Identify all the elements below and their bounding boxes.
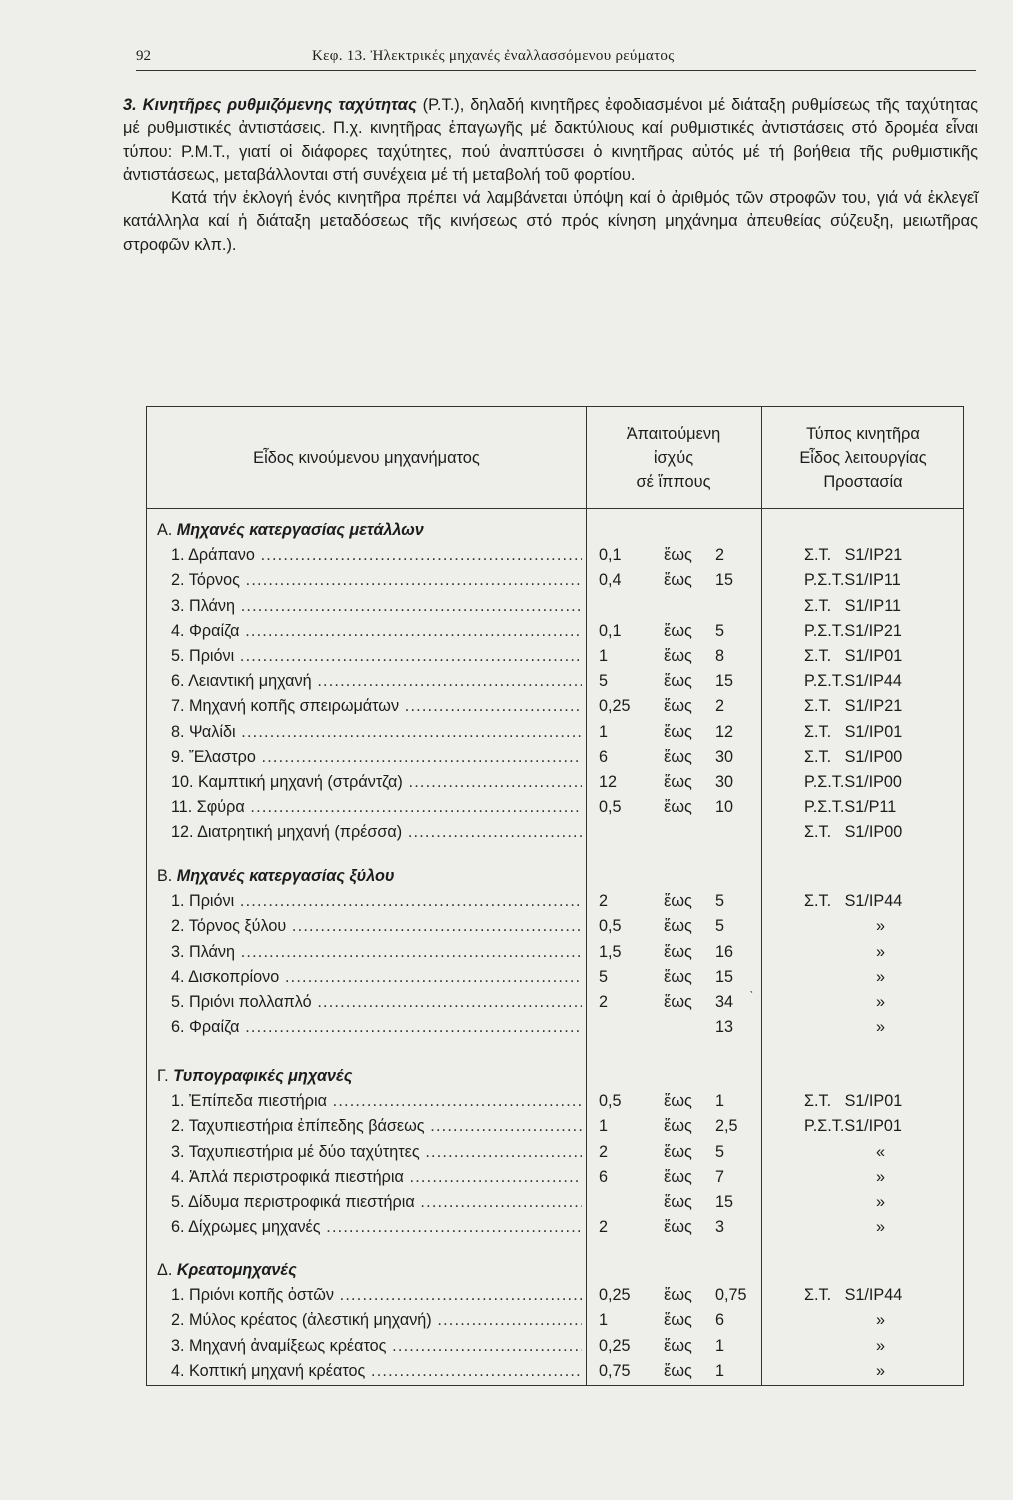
table-row — [147, 990, 965, 1015]
table-row — [147, 1334, 965, 1359]
header-divider — [147, 508, 963, 509]
motor-type: » — [804, 942, 885, 961]
power-from: 0,25 — [599, 1336, 631, 1355]
table-header-power — [586, 407, 761, 508]
power-separator: ἕως — [664, 942, 692, 961]
power-to: 12 — [715, 722, 734, 741]
power-from: 6 — [599, 747, 609, 766]
motor-type: » — [804, 1336, 885, 1355]
power-to: 6 — [715, 1311, 725, 1330]
machine-name: 5. Δίδυμα περιστροφικά πιεστήρια ..... — [171, 1190, 582, 1215]
motor-type: Σ.Τ. S1/IP44 — [804, 1286, 903, 1305]
table-row — [147, 1114, 965, 1139]
power-separator: ἕως — [664, 672, 692, 691]
table-row — [147, 543, 965, 568]
table-row — [147, 644, 965, 669]
table-row — [147, 820, 965, 845]
table-row — [147, 694, 965, 719]
machine-name: 6. Λειαντική μηχανή ..... — [171, 669, 582, 694]
paragraph-1-text: (Ρ.Τ.), δηλαδή κινητῆρες ἐφοδιασμένοι μέ διάταξη ρυθμίσεως τῆς ταχύτητας μέ ρυθμιστικές ἀντιστάσεις. Π.χ. κινητῆρας ἐπαγωγῆς μέ δακτύλιους καί ρυθμιστικές ἀντιστάσεις στό δρομέα εἶναι τύπου: Ρ.Μ.Τ., γιατί οἱ διάφορες ταχύτητες, πού ἀναπτύσσει ὁ κινητῆρας αὐτός μέ τή βοήθεια τῆς ρυθμιστικῆς ἀντιστάσεως, μεταβάλλονται στή συνέχεια μέ τή μεταβολή τοῦ φορτίου. — [123, 96, 978, 184]
table-row — [147, 1308, 965, 1333]
section-name: Τυπογραφικές μηχανές — [173, 1067, 353, 1085]
power-to: 2,5 — [715, 1117, 738, 1136]
motor-type: Σ.Τ. S1/IP01 — [804, 722, 903, 741]
motor-type: Ρ.Σ.Τ.S1/IP00 — [804, 773, 902, 791]
machine-name: 2. Τόρνος ξύλου ..... — [171, 914, 582, 939]
power-separator: ἕως — [664, 1193, 692, 1211]
machine-name: 2. Ταχυπιεστήρια ἐπίπεδης βάσεως ..... — [171, 1114, 582, 1139]
machine-name: 4. Ἁπλά περιστροφικά πιεστήρια ..... — [171, 1165, 582, 1190]
machines-table — [146, 406, 964, 1386]
machine-name: 7. Μηχανή κοπῆς σπειρωμάτων ..... — [171, 694, 582, 719]
table-row — [147, 568, 965, 593]
paragraph-1 — [123, 94, 978, 187]
power-to: 10 — [715, 798, 734, 817]
machine-name: 1. Δράπανο ..... — [171, 543, 582, 568]
table-header-motor — [761, 407, 965, 508]
paragraph-2 — [123, 187, 978, 257]
machine-name: 5. Πριόνι πολλαπλό ..... — [171, 990, 582, 1015]
power-to: 1 — [715, 1092, 725, 1111]
motor-type: Σ.Τ. S1/IP44 — [804, 892, 903, 911]
machine-name: 10. Καμπτική μηχανή (στράντζα) ..... — [171, 770, 582, 795]
power-from: 1 — [599, 1117, 609, 1136]
power-separator: ἕως — [664, 1286, 692, 1305]
motor-type: Σ.Τ. S1/IP00 — [804, 747, 903, 766]
power-from: 5 — [599, 967, 609, 986]
motor-type: » — [804, 1167, 885, 1186]
table-row — [147, 1015, 965, 1040]
table-row — [147, 770, 965, 795]
table-header-power-line: σέ ἵππους — [636, 472, 711, 491]
table-row — [147, 1359, 965, 1384]
machine-name: 5. Πριόνι ..... — [171, 644, 582, 669]
section-heading — [147, 1258, 965, 1283]
power-separator: ἕως — [664, 571, 692, 590]
motor-type: « — [804, 1142, 885, 1161]
power-from: 1 — [599, 1311, 609, 1330]
power-from: 1 — [599, 722, 609, 741]
power-to: 16 — [715, 942, 734, 961]
section-letter: Δ. — [157, 1261, 173, 1279]
paragraph-1-lead: 3. Κινητῆρες ρυθμιζόμενης ταχύτητας — [123, 96, 417, 114]
power-separator: ἕως — [664, 993, 692, 1011]
table-header-machine-label: Εἶδος κινούμενου μηχανήματος — [253, 448, 480, 467]
table-row — [147, 940, 965, 965]
motor-type: Σ.Τ. S1/IP21 — [804, 546, 903, 565]
motor-type: Σ.Τ. S1/IP11 — [804, 596, 901, 615]
power-from: 0,5 — [599, 1092, 622, 1111]
section-letter: Γ. — [157, 1067, 169, 1085]
table-row — [147, 1190, 965, 1215]
power-from: 2 — [599, 993, 609, 1011]
motor-type: » — [804, 1361, 885, 1380]
power-to: 13 — [715, 1018, 734, 1037]
motor-type: Ρ.Σ.Τ.S1/IP21 — [804, 621, 902, 640]
power-to: 7 — [715, 1167, 725, 1186]
machine-name: 12. Διατρητική μηχανή (πρέσσα) ..... — [171, 820, 582, 845]
machine-name: 3. Μηχανή ἀναμίξεως κρέατος ..... — [171, 1334, 582, 1359]
power-separator: ἕως — [664, 747, 692, 766]
power-to: 15 — [715, 672, 734, 691]
power-from: 2 — [599, 892, 609, 911]
power-to: 5 — [715, 1142, 725, 1161]
power-separator: ἕως — [664, 647, 692, 665]
table-row — [147, 1215, 965, 1240]
table-row — [147, 619, 965, 644]
power-separator: ἕως — [664, 546, 692, 565]
power-separator: ἕως — [664, 917, 692, 936]
table-row — [147, 914, 965, 939]
power-from: 0,4 — [599, 571, 622, 590]
power-from: 2 — [599, 1218, 609, 1237]
power-from: 5 — [599, 672, 609, 691]
section-title — [157, 1258, 297, 1283]
motor-type: Σ.Τ. S1/IP00 — [804, 823, 903, 842]
section-name: Μηχανές κατεργασίας μετάλλων — [176, 521, 424, 539]
power-to: 5 — [715, 892, 725, 911]
power-to: 0,75 — [715, 1286, 747, 1305]
table-row — [147, 965, 965, 990]
power-to: 30 — [715, 773, 734, 791]
machine-name: 9. Ἔλαστρο ..... — [171, 745, 582, 770]
power-to: 8 — [715, 647, 725, 665]
machine-name: 1. Πριόνι ..... — [171, 889, 582, 914]
running-title: Κεφ. 13. Ἠλεκτρικές μηχανές ἐναλλασσόμενου ρεύματος — [312, 48, 675, 64]
power-from: 2 — [599, 1142, 609, 1161]
machine-name: 4. Κοπτική μηχανή κρέατος ..... — [171, 1359, 582, 1384]
machine-name: 6. Δίχρωμες μηχανές ..... — [171, 1215, 582, 1240]
motor-type: Ρ.Σ.Τ.S1/IP01 — [804, 1117, 902, 1136]
motor-type: Ρ.Σ.Τ.S1/IP11 — [804, 571, 901, 590]
machine-name: 8. Ψαλίδι ..... — [171, 720, 582, 745]
power-to: 2 — [715, 546, 725, 565]
motor-type: Σ.Τ. S1/IP01 — [804, 1092, 903, 1111]
motor-type: Σ.Τ. S1/IP01 — [804, 647, 903, 665]
machine-name: 3. Πλάνη ..... — [171, 594, 582, 619]
table-header-motor-line: Τύπος κινητῆρα — [806, 424, 920, 443]
power-separator: ἕως — [664, 1167, 692, 1186]
power-separator: ἕως — [664, 1311, 692, 1330]
power-separator: ἕως — [664, 892, 692, 911]
machine-name: 2. Τόρνος ..... — [171, 568, 582, 593]
section-name: Κρεατομηχανές — [176, 1261, 297, 1279]
power-from: 6 — [599, 1167, 609, 1186]
table-header-motor-line: Εἶδος λειτουργίας — [799, 448, 927, 467]
table-row — [147, 1283, 965, 1308]
machine-name: 4. Δισκοπρίονο ..... — [171, 965, 582, 990]
page-number: 92 — [136, 48, 151, 64]
section-heading — [147, 518, 965, 543]
section-title — [157, 1064, 352, 1089]
machine-name: 2. Μύλος κρέατος (ἀλεστική μηχανή) ..... — [171, 1308, 582, 1333]
power-to: 5 — [715, 621, 725, 640]
power-from: 0,5 — [599, 917, 622, 936]
machine-name: 11. Σφύρα ..... — [171, 795, 582, 820]
power-separator: ἕως — [664, 798, 692, 817]
body-text — [123, 94, 978, 257]
table-header-power-line: Ἀπαιτούμενη — [626, 424, 721, 443]
table-row — [147, 669, 965, 694]
page-header — [136, 44, 976, 72]
table-row — [147, 745, 965, 770]
motor-type: » — [804, 967, 885, 986]
power-to: 15 — [715, 967, 734, 986]
power-from: 1,5 — [599, 942, 622, 961]
motor-type: » — [804, 993, 885, 1011]
power-from: 0,5 — [599, 798, 622, 817]
motor-type: » — [804, 1311, 885, 1330]
section-title — [157, 864, 394, 889]
power-to: 3 — [715, 1218, 725, 1237]
power-separator: ἕως — [664, 1092, 692, 1111]
print-mark: ‵ — [750, 990, 753, 1002]
power-from: 1 — [599, 647, 609, 665]
machine-name: 3. Ταχυπιεστήρια μέ δύο ταχύτητες ..... — [171, 1140, 582, 1165]
machine-name: 1. Πριόνι κοπῆς ὀστῶν ..... — [171, 1283, 582, 1308]
power-to: 1 — [715, 1336, 725, 1355]
motor-type: » — [804, 1018, 885, 1037]
power-separator: ἕως — [664, 1361, 692, 1380]
section-title — [157, 518, 424, 543]
table-row — [147, 795, 965, 820]
motor-type: Ρ.Σ.Τ.S1/P11 — [804, 798, 897, 817]
machine-name: 3. Πλάνη ..... — [171, 940, 582, 965]
power-from: 0,25 — [599, 697, 631, 716]
table-row — [147, 889, 965, 914]
power-separator: ἕως — [664, 722, 692, 741]
machine-name: 4. Φραίζα ..... — [171, 619, 582, 644]
table-header-machine — [147, 407, 586, 508]
paragraph-2-text: Κατά τήν ἐκλογή ἑνός κινητῆρα πρέπει νά λαμβάνεται ὑπόψη καί ὁ ἀριθμός τῶν στροφῶν του, γιά νά ἐκλεγεῖ κατάλληλα καί ἡ διάταξη μεταδόσεως τῆς κινήσεως στό πρός κίνηση μηχάνημα ἀπευθείας σύζευξη, μειωτῆρας στροφῶν κλπ.). — [123, 189, 978, 254]
table-row — [147, 720, 965, 745]
power-separator: ἕως — [664, 697, 692, 716]
power-to: 1 — [715, 1361, 725, 1380]
power-separator: ἕως — [664, 967, 692, 986]
power-to: 30 — [715, 747, 734, 766]
power-separator: ἕως — [664, 1336, 692, 1355]
power-to: 2 — [715, 697, 725, 716]
power-separator: ἕως — [664, 1142, 692, 1161]
power-separator: ἕως — [664, 773, 692, 791]
motor-type: Σ.Τ. S1/IP21 — [804, 697, 903, 716]
section-letter: Α. — [157, 521, 173, 539]
motor-type: Ρ.Σ.Τ.S1/IP44 — [804, 672, 902, 691]
machine-name: 6. Φραίζα ..... — [171, 1015, 582, 1040]
table-row — [147, 1140, 965, 1165]
power-separator: ἕως — [664, 1218, 692, 1237]
power-from: 0,1 — [599, 546, 622, 565]
motor-type: » — [804, 917, 885, 936]
power-from: 0,1 — [599, 621, 622, 640]
power-from: 0,75 — [599, 1361, 631, 1380]
section-heading — [147, 864, 965, 889]
power-to: 15 — [715, 1193, 734, 1211]
power-to: 15 — [715, 571, 734, 590]
motor-type: » — [804, 1193, 885, 1211]
header-rule — [136, 70, 976, 71]
section-letter: Β. — [157, 867, 173, 885]
table-row — [147, 1165, 965, 1190]
power-to: 5 — [715, 917, 725, 936]
power-separator: ἕως — [664, 1117, 692, 1136]
section-heading — [147, 1064, 965, 1089]
section-name: Μηχανές κατεργασίας ξύλου — [176, 867, 395, 885]
table-row — [147, 594, 965, 619]
table-row — [147, 1089, 965, 1114]
power-separator: ἕως — [664, 621, 692, 640]
table-header-motor-line: Προστασία — [823, 472, 903, 491]
table-header-power-line: ἰσχύς — [653, 448, 694, 467]
motor-type: » — [804, 1218, 885, 1237]
power-from: 0,25 — [599, 1286, 631, 1305]
machine-name: 1. Ἐπίπεδα πιεστήρια ..... — [171, 1089, 582, 1114]
power-to: 34 — [715, 993, 734, 1011]
power-from: 12 — [599, 773, 618, 791]
